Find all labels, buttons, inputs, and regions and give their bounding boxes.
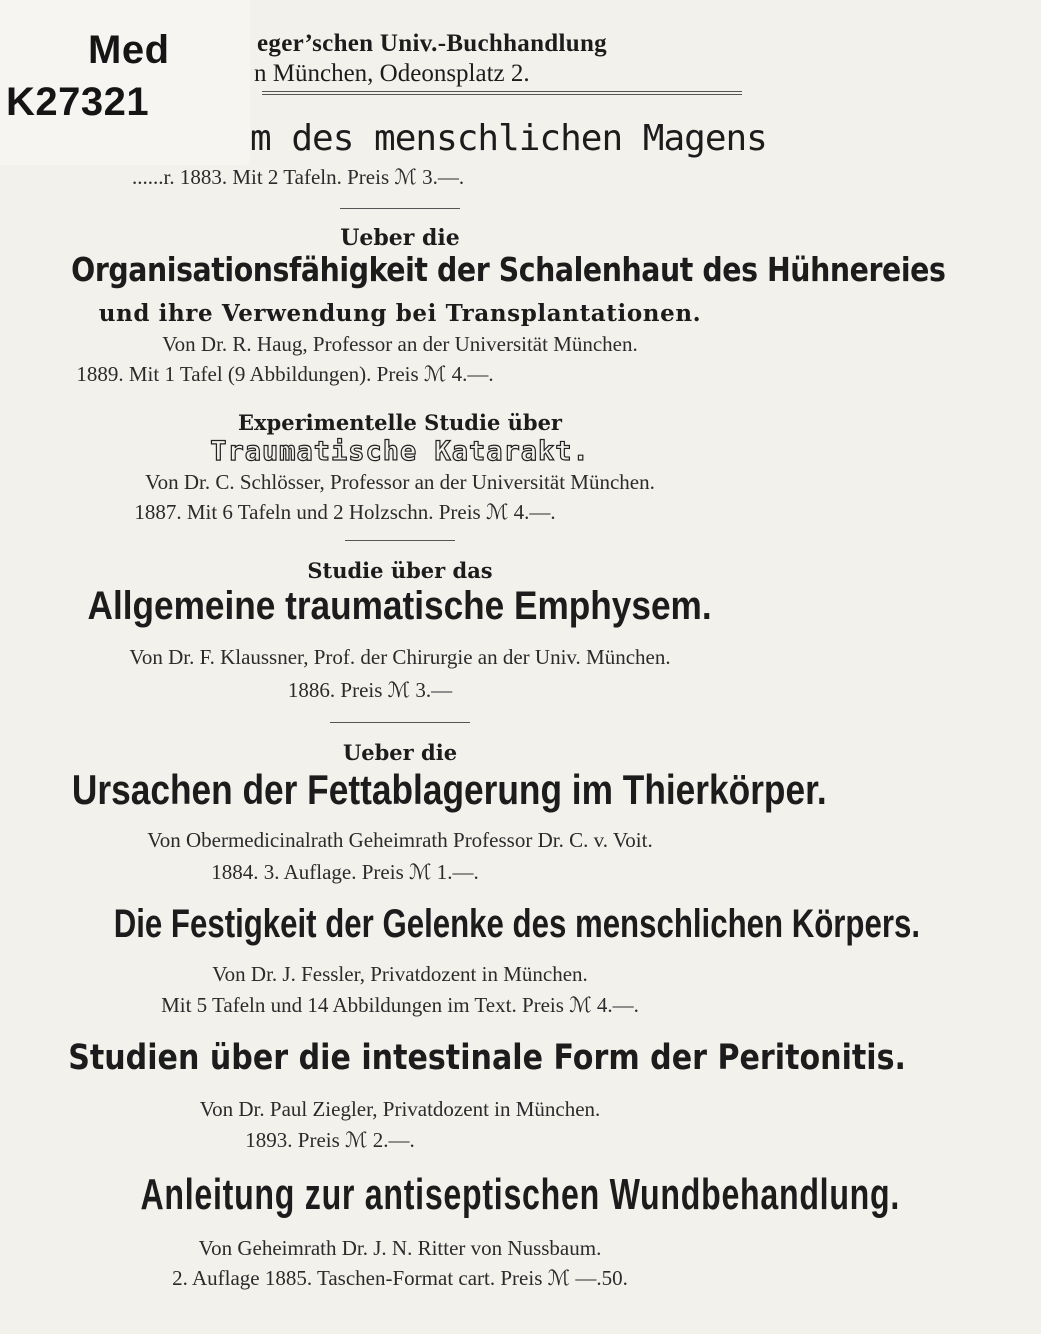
header-rule: [262, 91, 742, 92]
label-line-2: K27321: [6, 80, 150, 124]
entry-details: 1889. Mit 1 Tafel (9 Abbildungen). Preis ℳ 4.—.: [76, 362, 494, 386]
city-line: n München, Odeonsplatz 2.: [254, 60, 530, 87]
divider: [330, 722, 470, 723]
book-detail-fragment: ......r. 1883. Mit 2 Tafeln. Preis ℳ 3.—.: [132, 165, 465, 189]
entry-details: 1893. Preis ℳ 2.—.: [245, 1128, 415, 1152]
header-rule-2: [262, 94, 742, 95]
entry-author: Von Dr. R. Haug, Professor an der Universität München.: [162, 332, 638, 356]
entry-details: 1886. Preis ℳ 3.—: [287, 678, 453, 702]
publisher-line: eger’schen Univ.-Buchhandlung: [257, 30, 607, 57]
entry-title: Allgemeine traumatische Emphysem.: [87, 584, 713, 628]
library-label: [0, 0, 250, 165]
entry-title: Organisationsfähigkeit der Schalenhaut des Hühnereies: [71, 250, 946, 289]
entry-author: Von Dr. Paul Ziegler, Privatdozent in München.: [199, 1097, 601, 1121]
entry-intro: Experimentelle Studie über: [238, 410, 562, 435]
entry-details: 2. Auflage 1885. Taschen-Format cart. Preis ℳ —.50.: [172, 1266, 628, 1290]
entry-author: Von Geheimrath Dr. J. N. Ritter von Nussbaum.: [198, 1236, 602, 1260]
entry-author: Von Dr. C. Schlösser, Professor an der Universität München.: [145, 470, 655, 494]
entry-title: Die Festigkeit der Gelenke des menschlichen Körpers.: [113, 902, 921, 946]
entry-details: 1884. 3. Auflage. Preis ℳ 1.—.: [211, 860, 479, 884]
entry-details: Mit 5 Tafeln und 14 Abbildungen im Text. Preis ℳ 4.—.: [161, 993, 639, 1017]
book-title-fragment: m des menschlichen Magens: [250, 118, 767, 159]
entry-author: Von Dr. F. Klaussner, Prof. der Chirurgie an der Univ. München.: [129, 645, 671, 669]
entry-intro: Ueber die: [340, 225, 460, 251]
entry-title: Ursachen der Fettablagerung im Thierkörper.: [71, 766, 827, 813]
entry-title: Studien über die intestinale Form der Peritonitis.: [68, 1038, 906, 1078]
entry-intro: Studie über das: [307, 558, 493, 583]
divider: [345, 540, 455, 541]
entry-intro: Ueber die: [342, 740, 458, 765]
divider: [340, 208, 460, 209]
entry-details: 1887. Mit 6 Tafeln und 2 Holzschn. Preis ℳ 4.—.: [134, 500, 556, 524]
label-line-1: Med: [88, 28, 170, 72]
entry-title: Traumatische Katarakt.: [210, 436, 590, 467]
entry-author: Von Obermedicinalrath Geheimrath Professor Dr. C. v. Voit.: [147, 828, 653, 852]
entry-subtitle: und ihre Verwendung bei Transplantationen.: [98, 300, 702, 327]
entry-title: Anleitung zur antiseptischen Wundbehandlung.: [140, 1170, 901, 1219]
entry-author: Von Dr. J. Fessler, Privatdozent in München.: [212, 962, 588, 986]
